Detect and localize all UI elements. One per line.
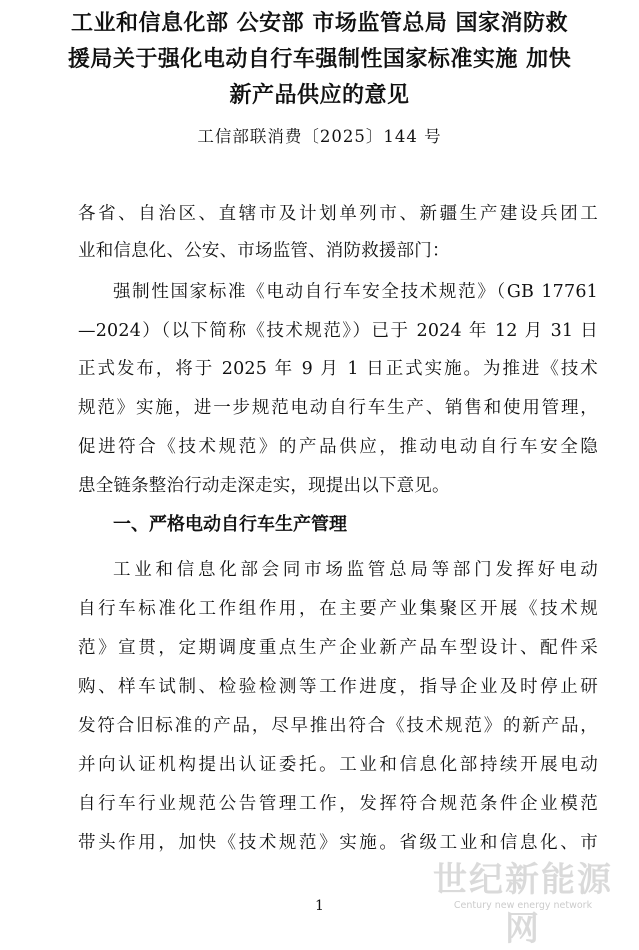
body-line-5: 正式发布，将于 2025 年 9 月 1 日正式实施。为推进《技术 bbox=[78, 359, 598, 379]
watermark-subtitle: Century new energy network bbox=[453, 900, 593, 911]
title-line-2: 援局关于强化电动自行车强制性国家标准实施 加快 bbox=[67, 47, 572, 72]
section-heading: 一、严格电动自行车生产管理 bbox=[113, 514, 347, 535]
body-line-6: 规范》实施，进一步规范电动自行车生产、销售和使用管理， bbox=[78, 398, 598, 418]
body-line-2: 业和信息化、公安、市场监管、消防救援部门： bbox=[78, 241, 450, 261]
body-line-4: —2024）（以下简称《技术规范》）已于 2024 年 12 月 31 日 bbox=[78, 321, 598, 341]
title-line-1: 工业和信息化部 公安部 市场监管总局 国家消防救 bbox=[71, 11, 568, 36]
section-line-1: 工业和信息化部会同市场监管总局等部门发挥好电动 bbox=[113, 560, 598, 580]
section-line-7: 自行车行业规范公告管理工作，发挥符合规范条件企业模范 bbox=[78, 794, 598, 814]
section-line-3: 范》宣贯，定期调度重点生产企业新产品车型设计、配件采 bbox=[78, 638, 598, 658]
body-line-8: 患全链条整治行动走深走实，现提出以下意见。 bbox=[78, 476, 450, 496]
page-number: 1 bbox=[315, 898, 324, 914]
body-line-3: 强制性国家标准《电动自行车安全技术规范》（GB 17761 bbox=[113, 282, 598, 302]
section-line-4: 购、样车试制、检验检测等工作进度，指导企业及时停止研 bbox=[78, 677, 598, 697]
watermark bbox=[418, 852, 628, 949]
section-line-2: 自行车标准化工作组作用，在主要产业集聚区开展《技术规 bbox=[78, 599, 598, 619]
section-line-5: 发符合旧标准的产品，尽早推出符合《技术规范》的新产品， bbox=[78, 716, 598, 736]
body-line-1: 各省、自治区、直辖市及计划单列市、新疆生产建设兵团工 bbox=[78, 204, 598, 224]
watermark-text: 世纪新能源网 bbox=[433, 860, 613, 949]
section-line-6: 并向认证机构提出认证委托。工业和信息化部持续开展电动 bbox=[78, 755, 598, 775]
title-line-3: 新产品供应的意见 bbox=[229, 83, 410, 108]
section-line-8: 带头作用，加快《技术规范》实施。省级工业和信息化、市 bbox=[78, 833, 598, 853]
body-line-7: 促进符合《技术规范》的产品供应，推动电动自行车安全隐 bbox=[78, 437, 598, 457]
document-number: 工信部联消费〔2025〕144 号 bbox=[197, 127, 442, 146]
